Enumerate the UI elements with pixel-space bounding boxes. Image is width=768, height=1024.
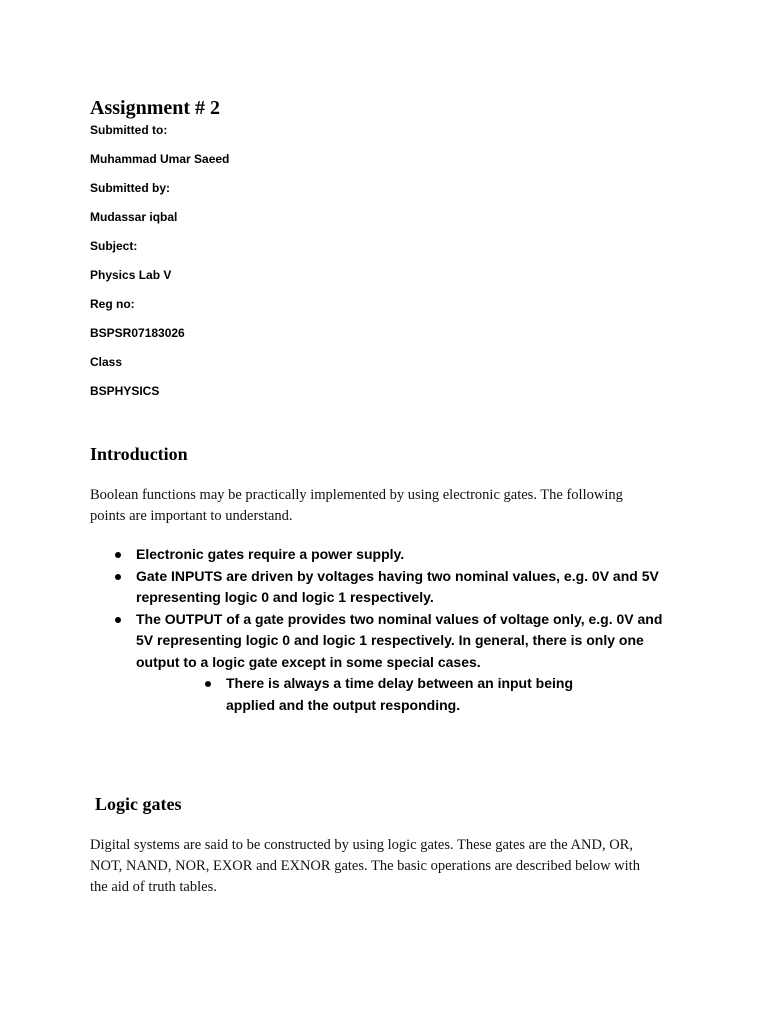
- submitted-by-value: Mudassar iqbal: [90, 210, 178, 224]
- subject-label: Subject:: [90, 239, 138, 253]
- bullet-dot-icon: [115, 617, 121, 623]
- assignment-title: Assignment # 2: [90, 97, 221, 119]
- bullet-text-post: are driven by voltages having two nominal values, e.g. 0V and 5V representing logic 0 and logic 1 respectively.: [136, 567, 659, 605]
- subject-value: Physics Lab V: [90, 268, 172, 282]
- bullet-text-post: of a gate provides two nominal values of voltage only, e.g. 0V and 5V representing logic 0 and logic 1 respectively. In general, there is only one output to a logic gate except in some special cases.: [136, 610, 663, 670]
- bullet-keyword-output: OUTPUT: [164, 610, 223, 627]
- bullet-text-pre: The: [136, 610, 165, 627]
- bullet-keyword-inputs: INPUTS: [171, 567, 223, 584]
- submitted-to-value: Muhammad Umar Saeed: [90, 152, 230, 166]
- bullet-item-time-delay: [202, 673, 606, 716]
- logic-gates-paragraph: Digital systems are said to be constructed by using logic gates. These gates are the AND, OR, NOT, NAND, NOR, EXOR and EXNOR gates. The basic operations are described below with the aid of truth tables.: [90, 837, 640, 895]
- bullet-text: There is always a time delay between an input being applied and the output responding.: [226, 675, 573, 713]
- class-value: BSPHYSICS: [90, 384, 160, 398]
- bullet-dot-icon: [115, 552, 121, 558]
- bullet-text-pre: Gate: [136, 567, 172, 584]
- bullet-item-inputs: [112, 566, 682, 609]
- bullet-text: Electronic gates require a power supply.: [136, 546, 405, 562]
- class-label: Class: [90, 355, 123, 369]
- bullet-item-output: [112, 609, 682, 674]
- reg-no-label: Reg no:: [90, 297, 135, 311]
- submitted-to-label: Submitted to:: [90, 123, 168, 137]
- bullet-item-power-supply: [112, 544, 682, 566]
- introduction-paragraph: Boolean functions may be practically implemented by using electronic gates. The following points are important to understand.: [90, 487, 623, 524]
- bullet-dot-icon: [115, 574, 121, 580]
- submitted-by-label: Submitted by:: [90, 181, 170, 195]
- logic-gates-heading: Logic gates: [95, 794, 182, 814]
- reg-no-value: BSPSR07183026: [90, 326, 185, 340]
- bullet-dot-icon: [205, 681, 211, 687]
- introduction-heading: Introduction: [90, 444, 188, 464]
- introduction-bullet-list: [112, 544, 682, 716]
